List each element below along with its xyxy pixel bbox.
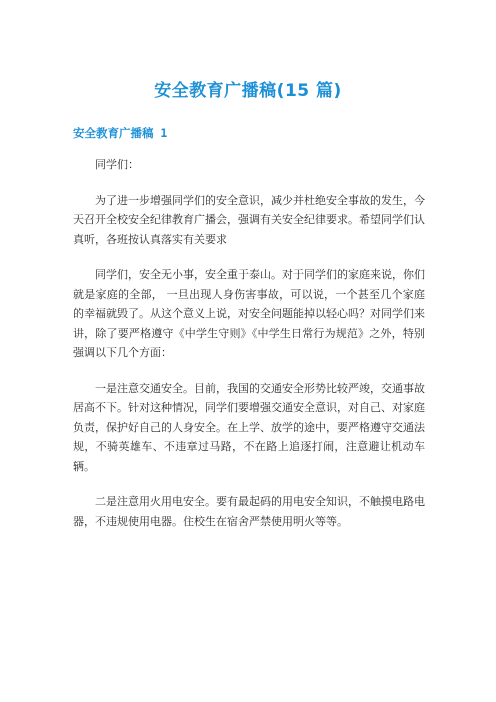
document-body xyxy=(73,155,425,547)
paragraph-safety-importance: 同学们，安全无小事，安全重于泰山。对于同学们的家庭来说，你们就是家庭的全部， 一旦出现人身伤害事故，可以说，一个甚至几个家庭的幸福就毁了。从这个意义上说，对安全问题能掉以轻心吗？对同学们来讲，除了要严格遵守《中学生守则》《中学生日常行为规范》之外，特别强调以下几个方面： xyxy=(73,268,425,359)
section-heading: 安全教育广播稿 1 xyxy=(73,126,168,140)
paragraph-intro: 为了进一步增强同学们的安全意识，减少并杜绝安全事故的发生，今天召开全校安全纪律教育广播会，强调有关安全纪律要求。希望同学们认真听，各班按认真落实有关要求 xyxy=(73,193,425,246)
document-title: 安全教育广播稿(15 篇) xyxy=(154,81,342,101)
paragraph-electric-safety: 二是注意用火用电安全。要有最起码的用电安全知识，不触摸电路电器，不违规使用电器。住校生在宿舍严禁使用明火等等。 xyxy=(73,495,425,528)
paragraph-greeting: 同学们： xyxy=(95,158,139,171)
paragraph-traffic-safety: 一是注意交通安全。目前，我国的交通安全形势比较严竣，交通事故居高不下。针对这种情况，同学们要增强交通安全意识，对自己、对家庭负责，保护好自己的人身安全。在上学、放学的途中，要严格遵守交通法规，不骑英雄车、不违章过马路，不在路上追逐打闹，注意避让机动车辆。 xyxy=(73,381,425,473)
